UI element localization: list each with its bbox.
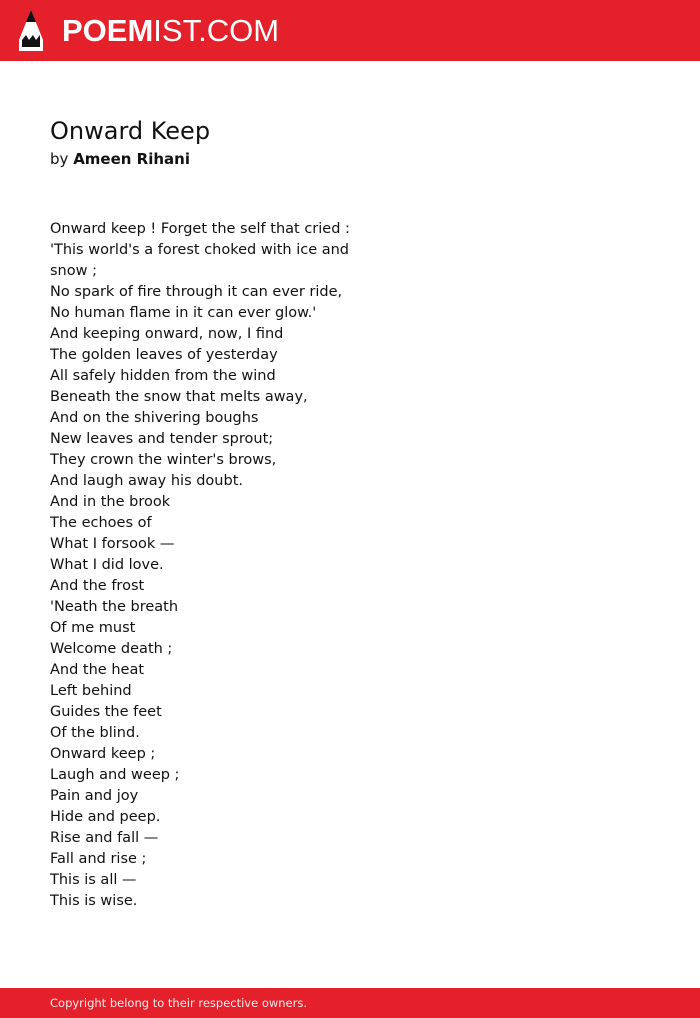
poem-line: The golden leaves of yesterday <box>50 347 278 363</box>
poem-line: They crown the winter's brows, <box>50 452 277 468</box>
poem-line: And in the brook <box>50 494 171 510</box>
poem-line: Fall and rise ; <box>50 851 147 867</box>
brand-light-text: IST.COM <box>153 13 280 48</box>
by-label: by <box>50 150 69 168</box>
poem-line: All safely hidden from the wind <box>50 368 276 384</box>
poem-line: And the frost <box>50 578 145 594</box>
poem-line: Left behind <box>50 683 132 699</box>
poem-line: And on the shivering boughs <box>50 410 259 426</box>
poem-byline <box>50 149 190 169</box>
poem-line: What I did love. <box>50 557 164 573</box>
poem-line: And the heat <box>50 662 145 678</box>
poem-line: No human flame in it can ever glow.' <box>50 305 317 321</box>
poem-line: Laugh and weep ; <box>50 767 180 783</box>
poem-line: Guides the feet <box>50 704 162 720</box>
poem-line: What I forsook — <box>50 536 175 552</box>
poem-line: This is wise. <box>50 893 138 909</box>
poem-line: Of me must <box>50 620 136 636</box>
poem-body <box>50 219 350 912</box>
site-header <box>0 0 700 61</box>
poem-line: Beneath the snow that melts away, <box>50 389 308 405</box>
poem-line: Onward keep ; <box>50 746 156 762</box>
poem-line: New leaves and tender sprout; <box>50 431 274 447</box>
poem-line: And keeping onward, now, I find <box>50 326 284 342</box>
poem-line: And laugh away his doubt. <box>50 473 243 489</box>
poem-author: Ameen Rihani <box>73 150 190 168</box>
copyright-text: Copyright belong to their respective owners. <box>50 996 308 1010</box>
poem-line: Rise and fall — <box>50 830 159 846</box>
poem-line: Welcome death ; <box>50 641 173 657</box>
poem-line: No spark of fire through it can ever ride, <box>50 284 343 300</box>
poem-line: Of the blind. <box>50 725 140 741</box>
site-footer <box>0 988 700 1018</box>
poem-line: snow ; <box>50 263 97 279</box>
poem-title: Onward Keep <box>50 117 211 145</box>
site-logo[interactable] <box>62 12 279 50</box>
poem-line: Pain and joy <box>50 788 139 804</box>
poem-line: Hide and peep. <box>50 809 161 825</box>
poem-line: 'Neath the breath <box>50 599 179 615</box>
poem-line: The echoes of <box>50 515 152 531</box>
poem-line: This is all — <box>50 872 137 888</box>
brand-bold-text: POEM <box>62 13 154 48</box>
pencil-tip-icon[interactable] <box>19 10 43 51</box>
poem-line: Onward keep ! Forget the self that cried : <box>50 221 350 237</box>
poem-line: 'This world's a forest choked with ice and <box>50 242 350 258</box>
